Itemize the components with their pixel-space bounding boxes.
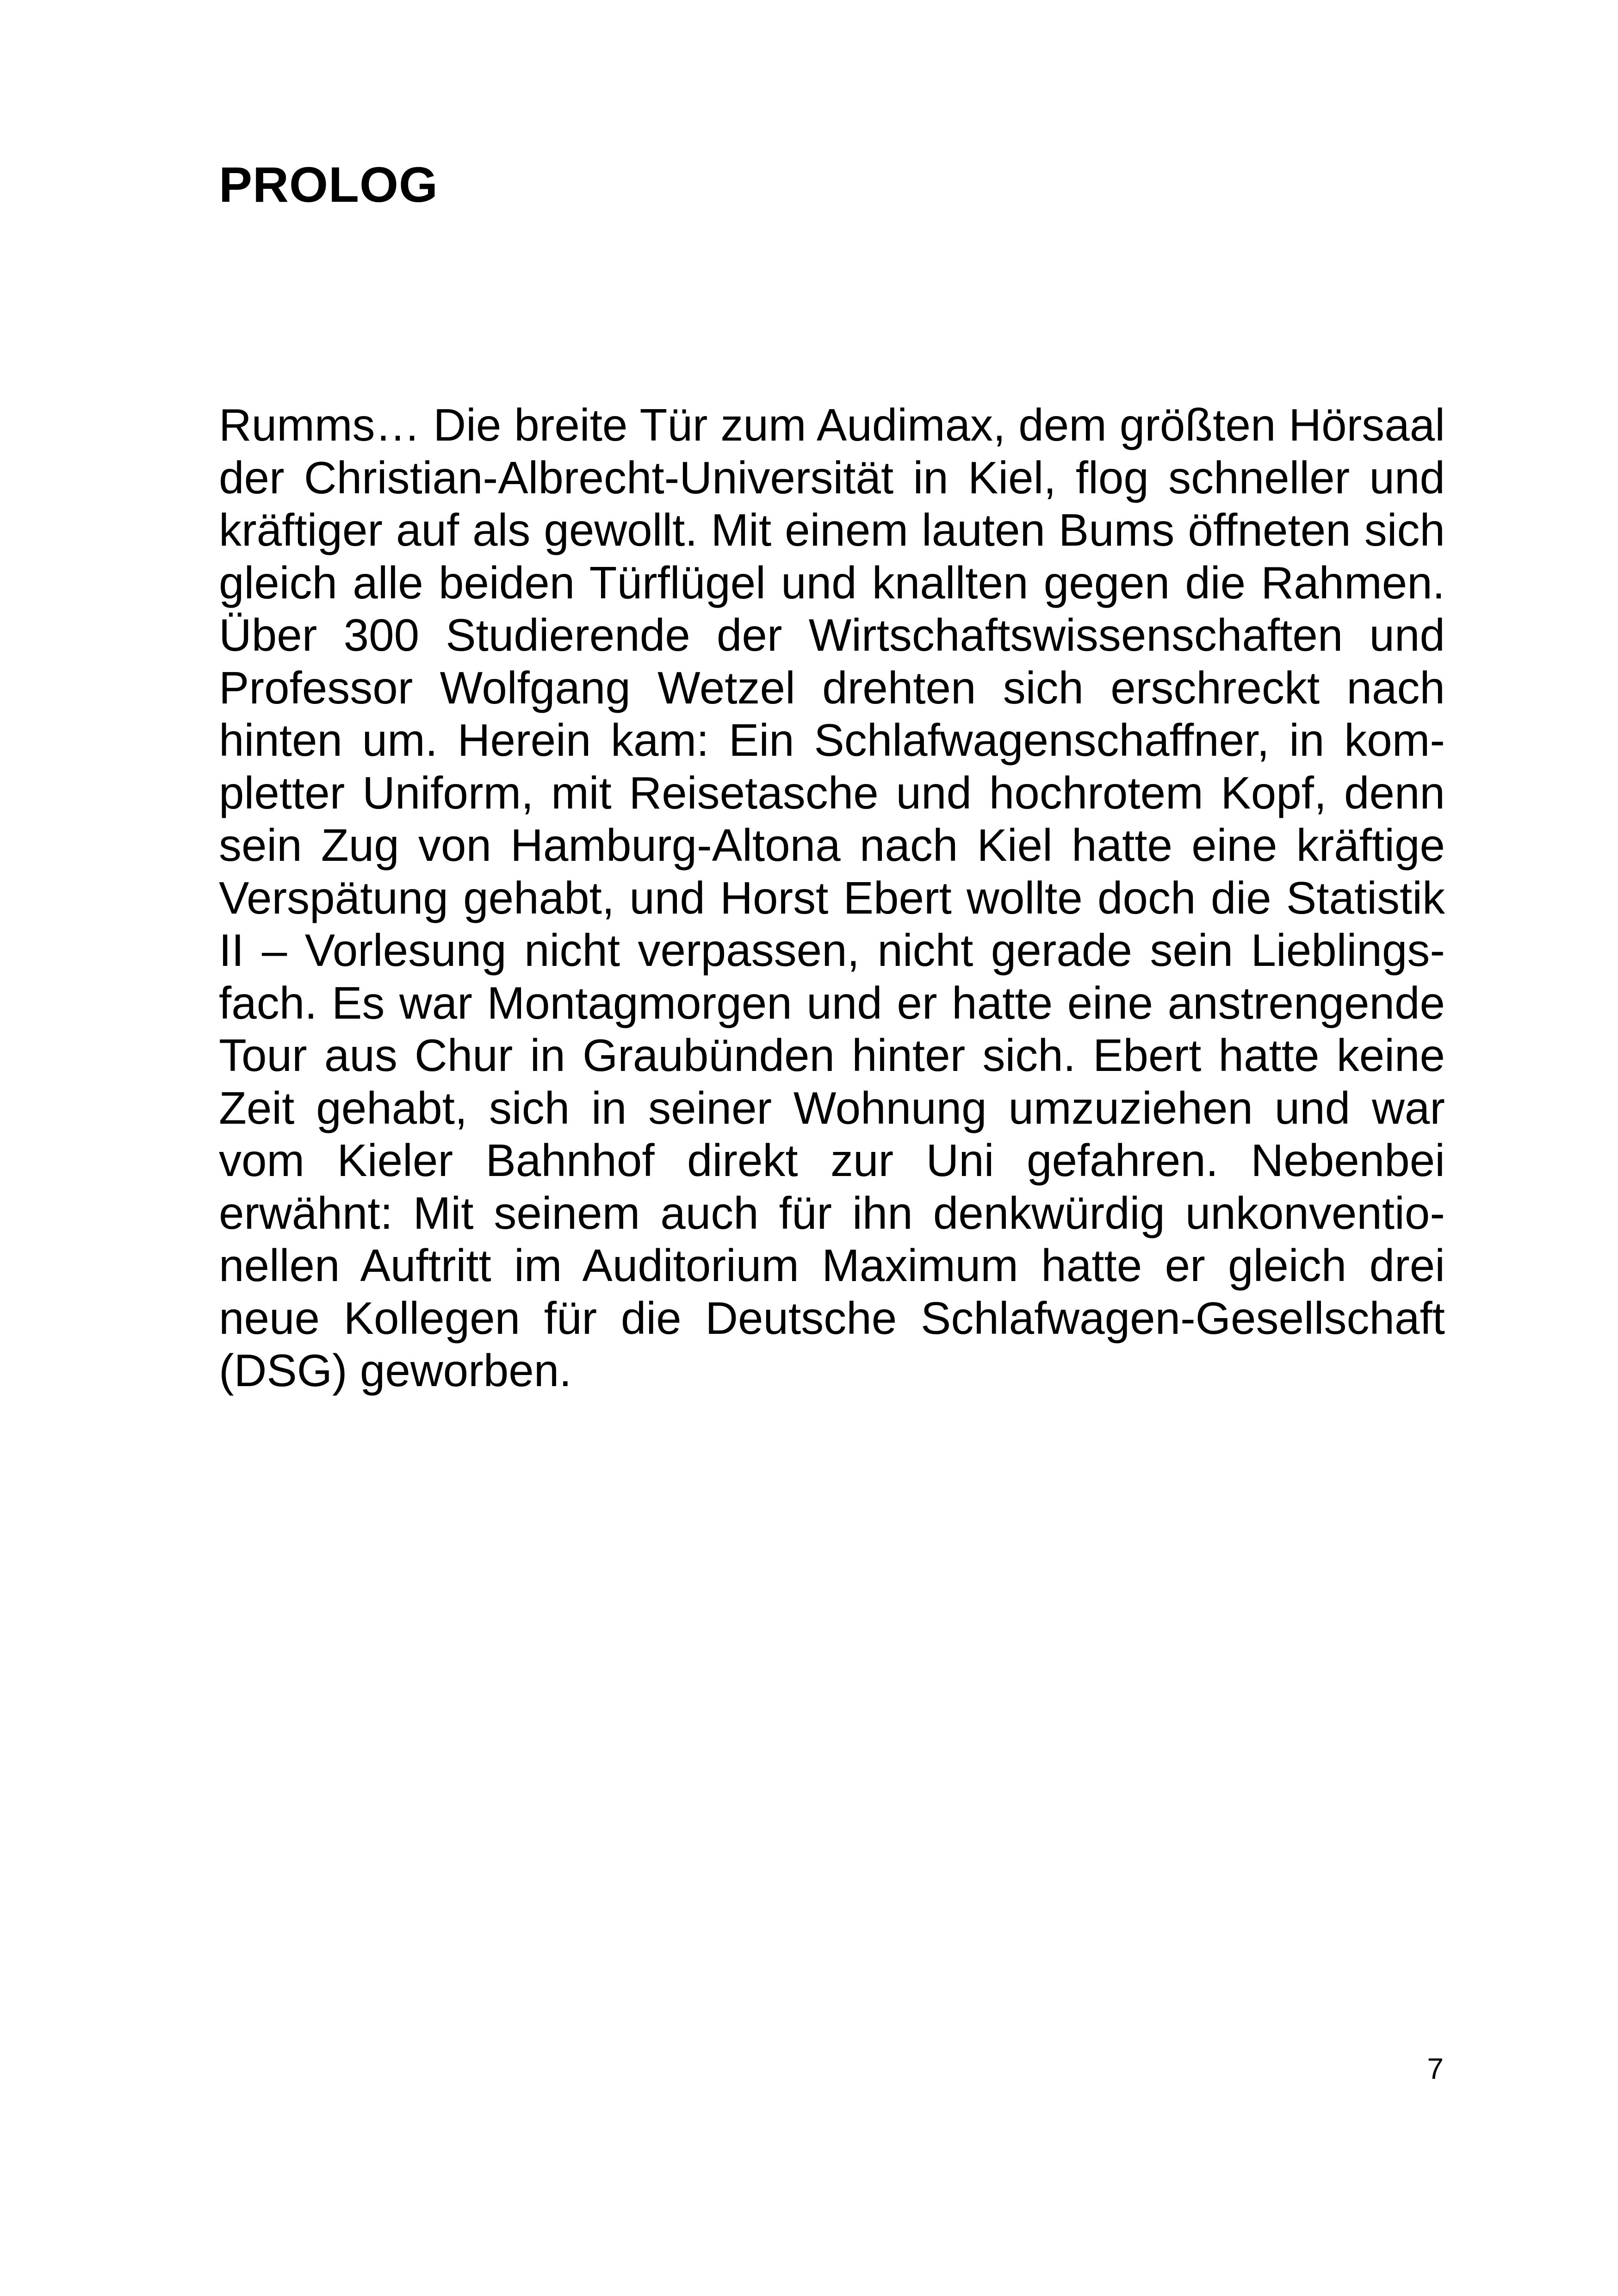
text-line: Verspätung gehabt, und Horst Ebert wollte doch die Statistik [219, 872, 1445, 923]
text-line: II – Vorlesung nicht verpassen, nicht gerade sein Lieblings- [219, 925, 1445, 976]
text-line: erwähnt: Mit seinem auch für ihn denkwürdig unkonventio- [219, 1187, 1445, 1238]
text-line: der Christian-Albrecht-Universität in Kiel, flog schneller und [219, 452, 1445, 503]
chapter-title: PROLOG [219, 156, 439, 212]
text-line: nellen Auftritt im Auditorium Maximum hatte er gleich drei [219, 1240, 1445, 1291]
text-line: gleich alle beiden Türflügel und knallten gegen die Rahmen. [219, 557, 1445, 608]
text-line: vom Kieler Bahnhof direkt zur Uni gefahren. Nebenbei [219, 1135, 1445, 1186]
text-line: Professor Wolfgang Wetzel drehten sich erschreckt nach [219, 662, 1445, 713]
page-number: 7 [1427, 2052, 1444, 2085]
text-line: kräftiger auf als gewollt. Mit einem lauten Bums öffneten sich [219, 504, 1445, 555]
text-line: Rumms… Die breite Tür zum Audimax, dem größten Hörsaal [219, 399, 1445, 450]
text-line: neue Kollegen für die Deutsche Schlafwagen-Gesellschaft [219, 1292, 1445, 1344]
text-line: Über 300 Studierende der Wirtschaftswissenschaften und [219, 610, 1445, 660]
text-line: fach. Es war Montagmorgen und er hatte eine anstrengende [219, 977, 1445, 1028]
text-line: Tour aus Chur in Graubünden hinter sich. Ebert hatte keine [219, 1030, 1445, 1081]
text-line: (DSG) geworben. [219, 1345, 572, 1396]
body-paragraph [219, 399, 1445, 1397]
text-line: sein Zug von Hamburg-Altona nach Kiel hatte eine kräftige [219, 820, 1445, 871]
text-line: pletter Uniform, mit Reisetasche und hochrotem Kopf, denn [219, 767, 1445, 818]
text-line: Zeit gehabt, sich in seiner Wohnung umzuziehen und war [219, 1082, 1445, 1133]
text-line: hinten um. Herein kam: Ein Schlafwagenschaffner, in kom- [219, 715, 1445, 765]
